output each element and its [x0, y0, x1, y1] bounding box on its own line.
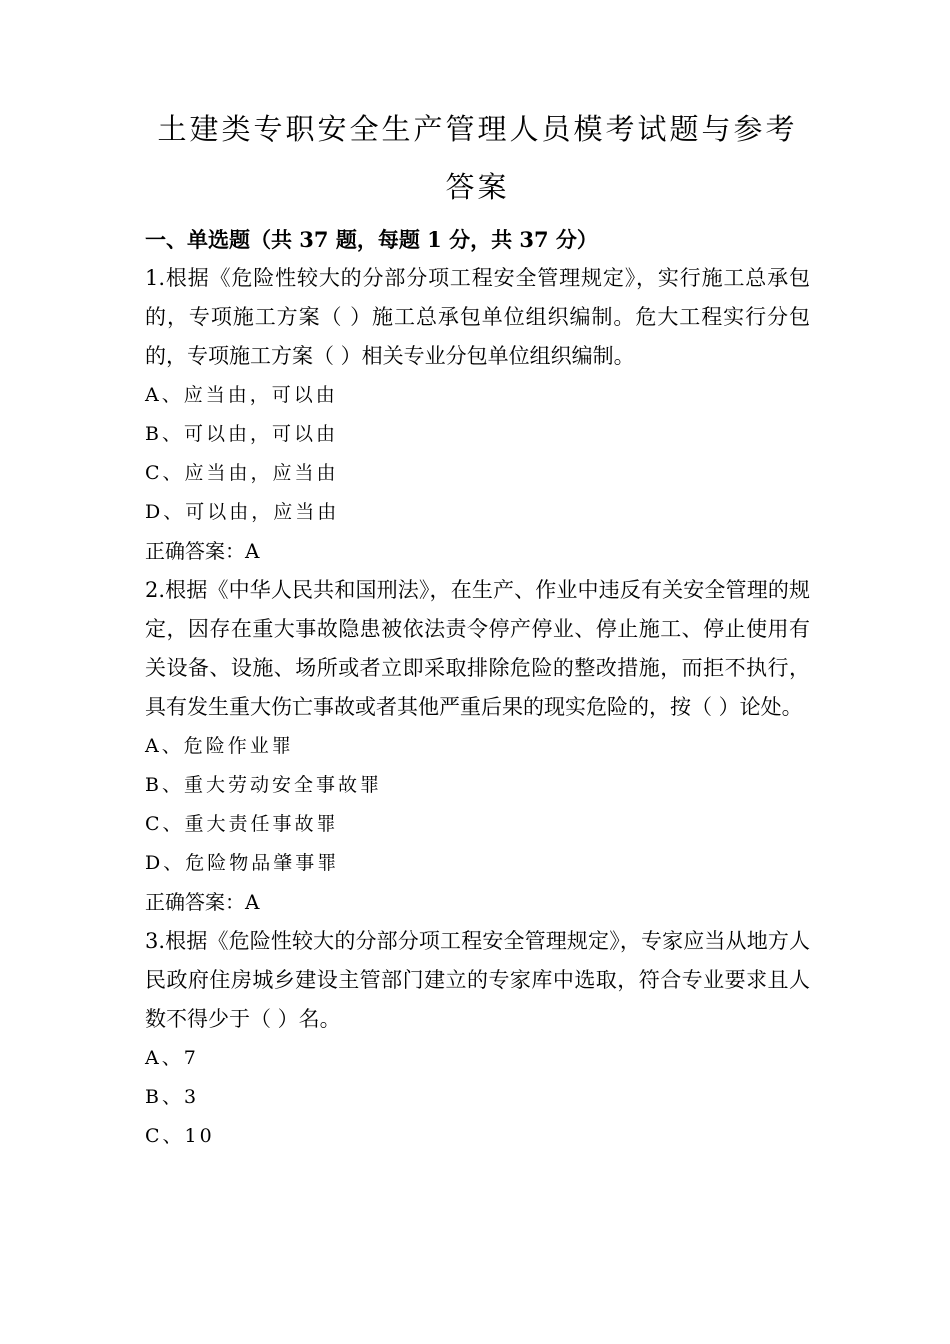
option-c: C、10	[145, 1125, 215, 1147]
question-stem: 3.根据《危险性较大的分部分项工程安全管理规定》，专家应当从地方人民政府住房城乡建设主管部门建立的专家库中选取，符合专业要求且人数不得少于（ ）名。	[145, 929, 810, 1031]
question-stem: 1.根据《危险性较大的分部分项工程安全管理规定》，实行施工总承包的，专项施工方案（ ）施工总承包单位组织编制。危大工程实行分包的，专项施工方案（ ）相关专业分包单位组织编制。	[145, 266, 810, 368]
option-a: A、7	[145, 1047, 199, 1069]
option-c: C、重大责任事故罪	[145, 813, 339, 835]
question-stem: 2.根据《中华人民共和国刑法》，在生产、作业中违反有关安全管理的规定，因存在重大事故隐患被依法责令停产停业、停止施工、停止使用有关设备、设施、场所或者立即采取排除危险的整改措施，而拒不执行，具有发生重大伤亡事故或者其他严重后果的现实危险的，按（ ）论处。	[145, 578, 810, 719]
option-b: B、3	[145, 1086, 200, 1108]
question-3	[145, 922, 810, 1156]
option-b: B、重大劳动安全事故罪	[145, 774, 382, 796]
correct-answer: 正确答案：A	[145, 890, 260, 914]
section-heading: 一、单选题（共 37 题，每题 1 分，共 37 分）	[145, 227, 598, 252]
correct-answer: 正确答案：A	[145, 539, 260, 563]
option-c: C、应当由，应当由	[145, 462, 339, 484]
option-d: D、危险物品肇事罪	[145, 852, 340, 874]
option-b: B、可以由，可以由	[145, 423, 338, 445]
option-a: A、危险作业罪	[145, 735, 294, 757]
question-1	[145, 259, 810, 571]
option-a: A、应当由，可以由	[145, 384, 338, 406]
document-content	[145, 100, 810, 1156]
question-2	[145, 571, 810, 922]
option-d: D、可以由，应当由	[145, 501, 340, 523]
document-title: 土建类专职安全生产管理人员模考试题与参考答案	[157, 112, 798, 204]
